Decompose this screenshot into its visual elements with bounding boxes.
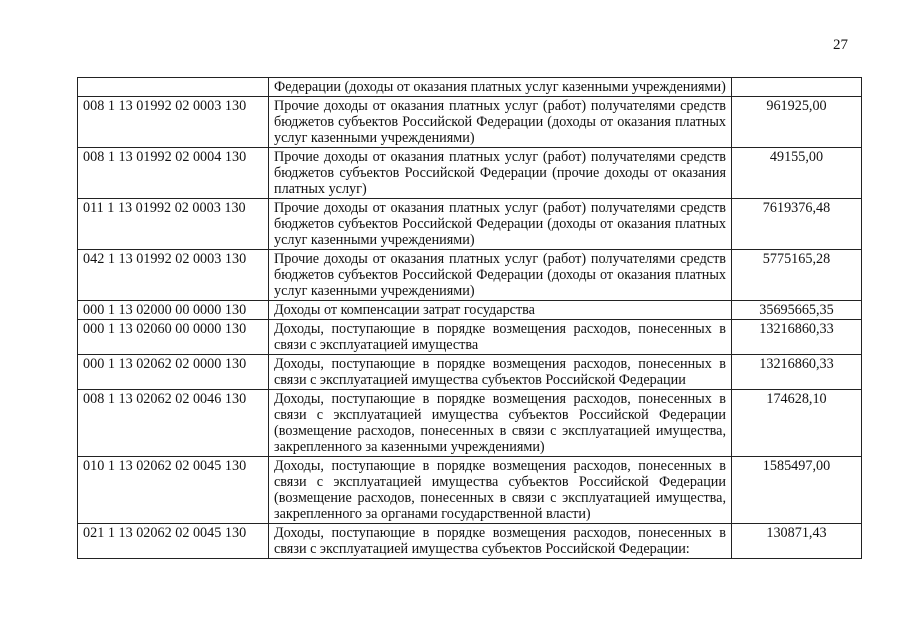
budget-code-cell: 000 1 13 02062 02 0000 130 [78,355,269,390]
amount-cell: 5775165,28 [732,250,862,301]
table-row [78,97,862,148]
amount-cell: 49155,00 [732,148,862,199]
amount-cell: 13216860,33 [732,320,862,355]
table-row [78,355,862,390]
amount-cell: 1585497,00 [732,457,862,524]
budget-code-cell: 008 1 13 02062 02 0046 130 [78,390,269,457]
description-cell: Доходы, поступающие в порядке возмещения расходов, понесенных в связи с эксплуатацией имущества субъектов Российской Федерации [269,355,732,390]
table-row [78,78,862,97]
description-cell: Прочие доходы от оказания платных услуг (работ) получателями средств бюджетов субъектов Российской Федерации (доходы от оказания платных услуг казенными учреждениями) [269,97,732,148]
description-cell: Федерации (доходы от оказания платных услуг казенными учреждениями) [269,78,732,97]
description-cell: Прочие доходы от оказания платных услуг (работ) получателями средств бюджетов субъектов Российской Федерации (доходы от оказания платных услуг казенными учреждениями) [269,199,732,250]
description-cell: Доходы, поступающие в порядке возмещения расходов, понесенных в связи с эксплуатацией имущества субъектов Российской Федерации (возмещение расходов, понесенных в связи с эксплуатацией имущества, закрепленного за казенными учреждениями) [269,390,732,457]
budget-code-cell [78,78,269,97]
budget-code-cell: 000 1 13 02000 00 0000 130 [78,301,269,320]
amount-cell [732,78,862,97]
budget-code-cell: 000 1 13 02060 00 0000 130 [78,320,269,355]
table-body [78,78,862,559]
amount-cell: 130871,43 [732,524,862,559]
amount-cell: 7619376,48 [732,199,862,250]
table-row [78,250,862,301]
amount-cell: 174628,10 [732,390,862,457]
budget-code-cell: 008 1 13 01992 02 0003 130 [78,97,269,148]
description-cell: Прочие доходы от оказания платных услуг (работ) получателями средств бюджетов субъектов Российской Федерации (доходы от оказания платных услуг казенными учреждениями) [269,250,732,301]
budget-code-cell: 011 1 13 01992 02 0003 130 [78,199,269,250]
table-row [78,199,862,250]
table-row [78,320,862,355]
description-cell: Доходы, поступающие в порядке возмещения расходов, понесенных в связи с эксплуатацией имущества [269,320,732,355]
amount-cell: 961925,00 [732,97,862,148]
budget-code-cell: 008 1 13 01992 02 0004 130 [78,148,269,199]
table-row [78,457,862,524]
page-number: 27 [833,37,848,53]
budget-code-cell: 010 1 13 02062 02 0045 130 [78,457,269,524]
description-cell: Доходы от компенсации затрат государства [269,301,732,320]
table-row [78,524,862,559]
description-cell: Прочие доходы от оказания платных услуг (работ) получателями средств бюджетов субъектов Российской Федерации (прочие доходы от оказания платных услуг) [269,148,732,199]
amount-cell: 13216860,33 [732,355,862,390]
budget-code-cell: 021 1 13 02062 02 0045 130 [78,524,269,559]
table-row [78,390,862,457]
budget-revenue-table [77,77,862,559]
description-cell: Доходы, поступающие в порядке возмещения расходов, понесенных в связи с эксплуатацией имущества субъектов Российской Федерации: [269,524,732,559]
description-cell: Доходы, поступающие в порядке возмещения расходов, понесенных в связи с эксплуатацией имущества субъектов Российской Федерации (возмещение расходов, понесенных в связи с эксплуатацией имущества, закрепленного за органами государственной власти) [269,457,732,524]
table-row [78,148,862,199]
table-row [78,301,862,320]
amount-cell: 35695665,35 [732,301,862,320]
budget-code-cell: 042 1 13 01992 02 0003 130 [78,250,269,301]
